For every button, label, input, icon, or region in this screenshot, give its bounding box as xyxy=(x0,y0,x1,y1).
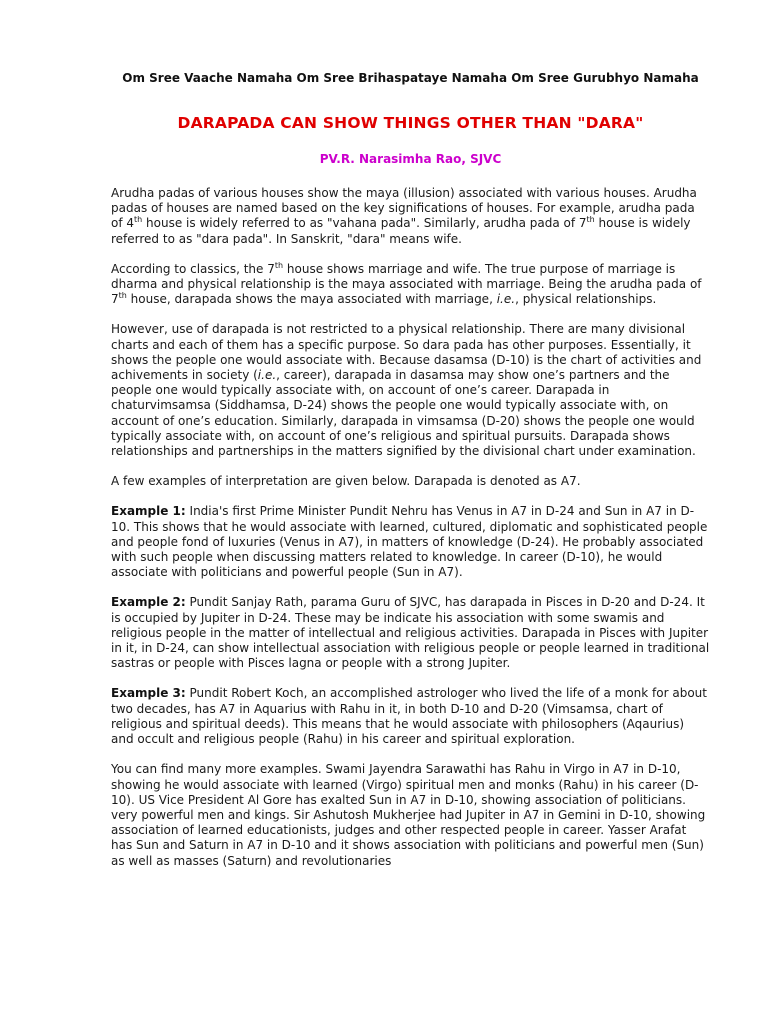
example-label: Example 3: xyxy=(111,686,186,701)
paragraph-classics: According to classics, the 7th house shows marriage and wife. The true purpose of marriage is dharma and physical relationship is the maya associated with marriage. Being the arudha pada of 7th house, darapada shows the maya associated with marriage, i.e., physical relationships. xyxy=(111,260,702,307)
paragraph-more-examples: You can find many more examples. Swami Jayendra Sarawathi has Rahu in Virgo in A7 in D-10, showing he would associate with learned (Virgo) spiritual men and monks (Rahu) in his career (D-10). US Vice President Al Gore has exalted Sun in A7 in D-10, showing association of politicians. very powerful men and kings. Sir Ashutosh Mukherjee had Jupiter in A7 in Gemini in D-10, showing association of learned educationists, judges and other respected people in career. Yasser Arafat has Sun and Saturn in A7 in D-10 and it shows association with politicians and powerful men (Sun) as well as masses (Saturn) and revolutionaries xyxy=(111,762,706,868)
article-title: DARAPADA CAN SHOW THINGS OTHER THAN "DARA" xyxy=(177,114,644,132)
example-label: Example 1: xyxy=(111,504,186,519)
author-line: PV.R. Narasimha Rao, SJVC xyxy=(319,152,502,166)
example-1: Example 1: India's first Prime Minister Pundit Nehru has Venus in A7 in D-24 and Sun in A7 in D-10. This shows that he would associate with learned, cultured, diplomatic and sophisticated people and people fond of luxuries (Venus in A7), in matters of knowledge (D-24). He probably associated with such people when discussing matters related to knowledge. In career (D-10), he would associate with politicians and powerful people (Sun in A7). xyxy=(111,504,708,580)
paragraph-divisional-charts: However, use of darapada is not restricted to a physical relationship. There are many divisional charts and each of them has a specific purpose. So dara pada has other purposes. Essentially, it shows the people one would associate with. Because dasamsa (D-10) is the chart of activities and achivements in society (i.e., career), darapada in dasamsa may show one’s partners and the people one would typically associate with, on account of one’s career. Darapada in chaturvimsamsa (Siddhamsa, D-24) shows the people one would typically associate with, on account of one’s education. Similarly, darapada in vimsamsa (D-20) shows the people one would typically associate with, on account of one’s religious and spiritual pursuits. Darapada shows relationships and partnerships in the matters signified by the divisional chart under examination. xyxy=(111,322,702,459)
italic-ie: i.e. xyxy=(257,368,277,383)
paragraph-examples-intro: A few examples of interpretation are given below. Darapada is denoted as A7. xyxy=(111,474,581,489)
example-3: Example 3: Pundit Robert Koch, an accomplished astrologer who lived the life of a monk for about two decades, has A7 in Aquarius with Rahu in it, in both D-10 and D-20 (Vimsamsa, chart of religious and spiritual deeds). This means that he would associate with philosophers (Aqaurius) and occult and religious people (Rahu) in his career and spiritual exploration. xyxy=(111,686,707,747)
invocation-header: Om Sree Vaache Namaha Om Sree Brihaspataye Namaha Om Sree Gurubhyo Namaha xyxy=(122,71,699,85)
superscript: th xyxy=(134,215,143,225)
example-2: Example 2: Pundit Sanjay Rath, parama Guru of SJVC, has darapada in Pisces in D-20 and D-24. It is occupied by Jupiter in D-24. These may be indicate his association with some swamis and religious people in the matter of intellectual and religious activities. Darapada in Pisces with Jupiter in it, in D-24, can show intellectual association with religious people or people learned in traditional sastras or people with Pisces lagna or people with a strong Jupiter. xyxy=(111,595,710,671)
superscript: th xyxy=(586,215,595,225)
italic-ie: i.e. xyxy=(496,292,516,307)
paragraph-arudha-padas: Arudha padas of various houses show the maya (illusion) associated with various houses. Arudha padas of houses are named based on the key significations of houses. For example, arudha pada of 4th house is widely referred to as "vahana pada". Similarly, arudha pada of 7th house is widely referred to as "dara pada". In Sanskrit, "dara" means wife. xyxy=(111,186,697,246)
superscript: th xyxy=(274,260,284,270)
example-label: Example 2: xyxy=(111,595,186,610)
superscript: th xyxy=(118,291,127,301)
